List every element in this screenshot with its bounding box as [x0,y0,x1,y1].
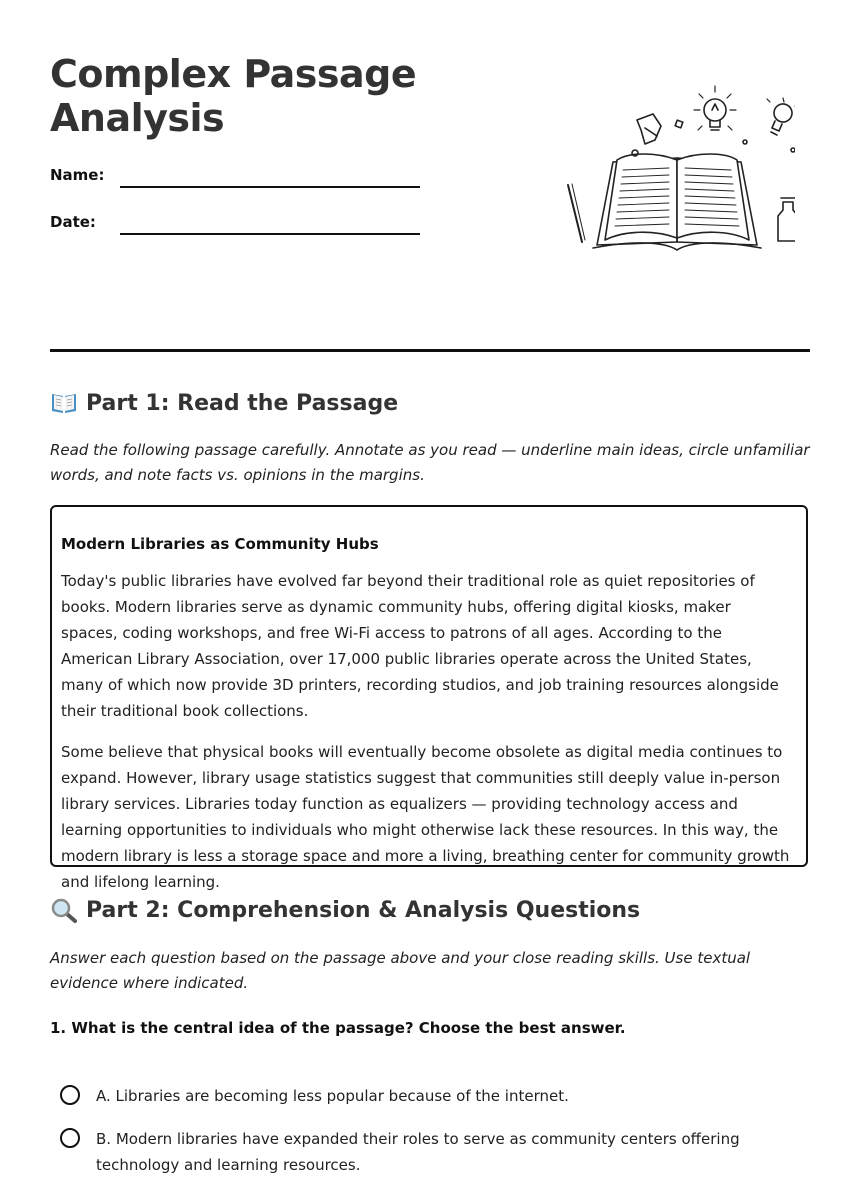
passage-paragraph: Today's public libraries have evolved far beyond their traditional role as quiet repositories of books. Modern libraries serve as dynamic community hubs, offering digital kiosks, maker spaces, coding workshops, and free Wi-Fi access to patrons of all ages. According to the American Library Association, over 17,000 public libraries operate across the United States, many of which now provide 3D printers, recording studios, and job training resources alongside their traditional book collections. [61,572,779,720]
passage-title: Modern Libraries as Community Hubs [61,535,379,553]
question-1-option-b[interactable] [60,1126,810,1178]
part2-heading [50,897,640,923]
option-text: A. Libraries are becoming less popular because of the internet. [96,1087,569,1105]
part1-heading-text: Part 1: Read the Passage [86,390,399,416]
worksheet-page [50,0,810,1174]
passage-box [50,505,808,891]
page-title: Complex Passage Analysis [50,52,417,140]
section-divider [50,349,810,352]
date-input-line[interactable] [120,233,420,235]
part1-heading [50,390,398,416]
date-field [50,207,420,237]
part2-instructions: Answer each question based on the passage above and your close reading skills. Use textual evidence where indicated. [50,949,751,992]
name-label: Name: [50,166,105,184]
magnifying-glass-icon [50,897,78,923]
question-1-option-a[interactable] [60,1083,810,1109]
open-book-icon [50,390,78,416]
open-book-lightbulbs-illustration [565,80,795,255]
date-label: Date: [50,213,96,231]
radio-button[interactable] [60,1128,80,1148]
name-field [50,160,420,190]
passage-paragraph: Some believe that physical books will eventually become obsolete as digital media continues to expand. However, library usage statistics suggest that communities still deeply value in-person library services. Libraries today function as equalizers — providing technology access and learning opportunities to individuals who might otherwise lack these resources. In this way, the modern library is less a storage space and more a living, breathing center for community growth and lifelong learning. [61,743,790,891]
name-input-line[interactable] [120,186,420,188]
radio-button[interactable] [60,1085,80,1105]
part1-instructions: Read the following passage carefully. Annotate as you read — underline main ideas, circle unfamiliar words, and note facts vs. opinions in the margins. [50,441,810,484]
question-1-prompt: 1. What is the central idea of the passage? Choose the best answer. [50,1019,626,1037]
option-text: B. Modern libraries have expanded their roles to serve as community centers offering technology and learning resources. [96,1130,740,1174]
part2-heading-text: Part 2: Comprehension & Analysis Questions [86,897,641,923]
